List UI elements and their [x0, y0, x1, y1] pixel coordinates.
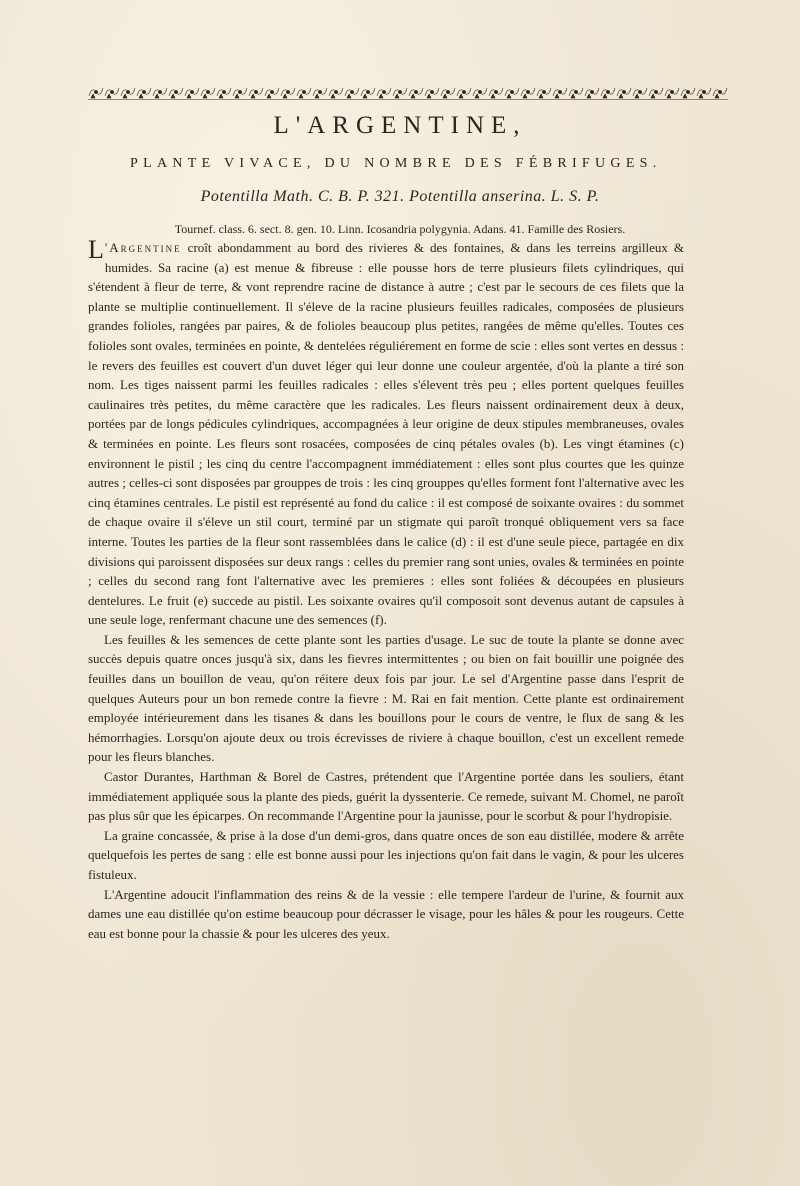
paragraph-usage: Les feuilles & les semences de cette plante sont les parties d'usage. Le suc de toute la plante se donne avec succès depuis quatre onces jusqu'à six, dans les fievres intermittentes ; ou bien on fait bouillir une poignée des feuilles dans un bouillon de veau, qu'on réitere deux fois par jour. Le sel d'Argentine passe dans l'esprit de quelques Auteurs pour un bon remede contre la fievre : M. Rai en fait mention. Cette plante est ordinairement employée intérieurement dans les tisanes & dans les bouillons pour le cours de ventre, le flux de sang & les hémorrhagies. Lorsqu'on ajoute deux ou trois écrevisses de riviere à chaque bouillon, c'est un excellent remede pour les fleurs blanches. — [88, 631, 684, 765]
paragraph-seeds: La graine concassée, & prise à la dose d'un demi-gros, dans quatre onces de son eau distillée, modere & arrête quelquefois les pertes de sang : elle est bonne aussi pour les injections qu'on fait dans le vagin, & pour les ulceres fistuleux. — [88, 827, 684, 882]
paragraph-water: L'Argentine adoucit l'inflammation des reins & de la vessie : elle tempere l'ardeur de l'urine, & fournit aux dames une eau distillée qu'on estime beaucoup pour décrasser le visage, pour les hâles & pour les rougeurs. Cette eau est bonne pour la chassie & pour les ulceres des yeux. — [88, 886, 684, 941]
lead-word: 'Argentine — [104, 240, 182, 255]
paragraph-authors: Castor Durantes, Harthman & Borel de Castres, prétendent que l'Argentine portée dans les souliers, étant immédiatement appliquée sous la plante des pieds, guérit la dyssenterie. Ce remede, suivant M. Chomel, ne paroît pas plus sûr que les épicarpes. On recommande l'Argentine pour la jaunisse, pour le scorbut & pour l'hydropisie. — [88, 769, 684, 824]
page-title: L'ARGENTINE, — [273, 112, 527, 139]
paragraph-text: croît abondamment au bord des rivieres & des fontaines, & dans les terreins argilleux & humides. Sa racine (a) est menue & fibreuse : elle pousse hors de terre plusieurs filets cylindriques, qui s'étendent à fleur de terre, & vont reprendre racine de distance à autre ; c'est par le secours de ces filets que la plante se multiplie continuellement. Il s'éleve de la racine plusieurs feuilles radicales, composées de plusieurs grandes folioles, rangées par paires, & de folioles beaucoup plus petites, rangées de même qu'elles. Toutes ces folioles sont ovales, terminées en pointe, & dentelées réguliérement en forme de scie : elles sont vertes en dessus : le revers des feuilles est couvert d'un duvet léger qui leur donne une couleur argentée, d'où la plante a tiré son nom. Les tiges naissent parmi les feuilles radicales : elles s'élevent très peu ; elles portent quelques feuilles caulinaires très petites, du même caractère que les radicales. Les fleurs naissent ordinairement deux à deux, portées par de longs pédicules cylindriques, accompagnées à leur origine de deux stipules membraneuses, ovales & terminées en pointe. Les fleurs sont rosacées, composées de cinq pétales ovales (b). Les vingt étamines (c) environnent le pistil ; les cinq du centre l'accompagnent immédiatement : elles sont plus courtes que les quinze autres ; celles-ci sont disposées par grouppes de trois : les cinq grouppes qu'elles forment font l'alternative avec les cinq étamines centrales. Le pistil est représenté au fond du calice : il est composé de soixante ovaires : du sommet de chaque ovaire il s'éleve un stil court, terminé par un stigmate qui paroît tronqué obliquement vers sa face interne. Toutes les parties de la fleur sont rassemblées dans le calice (d) : il est d'une seule piece, partagée en dix divisions qui paroissent disposées sur deux rangs : celles du premier rang sont unies, ovales & terminées en pointe ; celles du second rang font l'alternative avec les premieres : elles sont foliées & découpées en plusieurs dentelures. Le fruit (e) succede au pistil. Les soixante ovaires qu'il composoit sont devenus autant de capsules à une seule loge, renfermant chacune une des semences (f). — [88, 240, 685, 628]
ornament-band-icon — [88, 84, 728, 100]
article-body — [88, 235, 685, 943]
page-subtitle: PLANTE VIVACE, DU NOMBRE DES FÉBRIFUGES. — [130, 156, 662, 171]
paragraph-description — [88, 235, 685, 630]
drop-cap: L — [88, 235, 104, 264]
classification-reference: Tournef. class. 6. sect. 8. gen. 10. Linn. Icosandria polygynia. Adans. 41. Famille des Rosiers. — [174, 222, 626, 236]
botanical-names: Potentilla Math. C. B. P. 321. Potentilla anserina. L. S. P. — [200, 188, 600, 205]
